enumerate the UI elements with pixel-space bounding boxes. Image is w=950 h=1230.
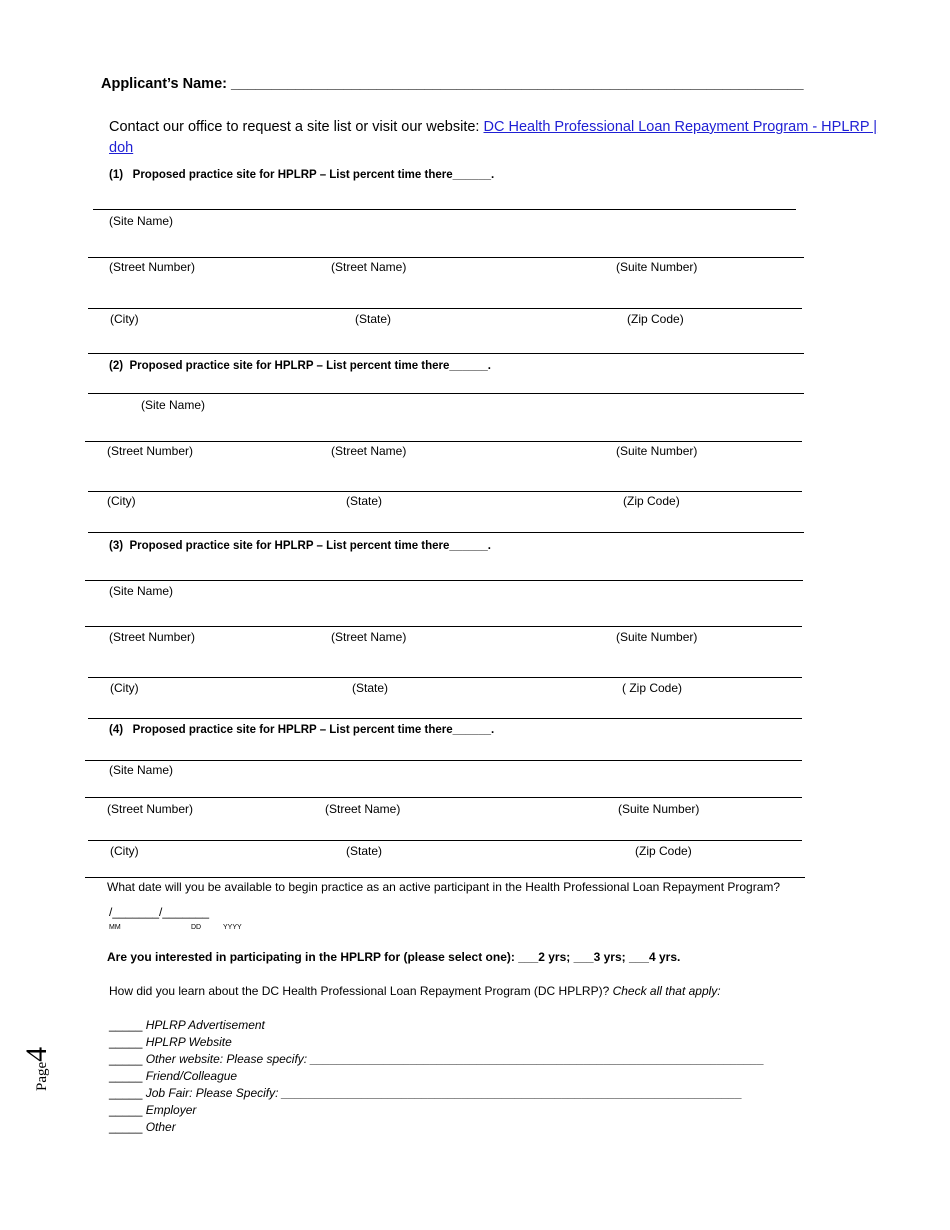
site-3-heading: [109, 540, 491, 552]
site-4-end-line: [85, 877, 805, 878]
site-1-site-name-label: (Site Name): [109, 214, 174, 228]
site-4-number: (4): [109, 724, 124, 736]
site-2-street-name-label: (Street Name): [331, 444, 407, 458]
site-2-number: (2): [109, 360, 124, 372]
site-3-street-number-label: (Street Number): [109, 630, 196, 644]
site-4-site-name-label: (Site Name): [109, 763, 174, 777]
contact-text: Contact our office to request a site list or visit our website:: [109, 119, 484, 135]
site-1-suite-number-label: (Suite Number): [616, 260, 698, 274]
option-checkbox-line[interactable]: _____: [109, 1069, 143, 1083]
availability-date-input[interactable]: /_______/_______: [109, 905, 210, 919]
site-4-name-line[interactable]: [85, 760, 802, 761]
site-3-name-line[interactable]: [85, 580, 803, 581]
date-dd-label: DD: [191, 924, 202, 931]
site-3-city-line[interactable]: [88, 677, 802, 678]
option-checkbox-line[interactable]: _____: [109, 1018, 143, 1032]
learn-option[interactable]: [109, 1052, 764, 1066]
option-checkbox-line[interactable]: _____: [109, 1052, 143, 1066]
site-4-street-name-label: (Street Name): [325, 802, 401, 816]
option-checkbox-line[interactable]: _____: [109, 1086, 143, 1100]
learn-question: [109, 984, 721, 998]
site-2-street-line[interactable]: [85, 441, 802, 442]
site-3-suite-number-label: (Suite Number): [616, 630, 698, 644]
site-2-state-label: (State): [346, 494, 383, 508]
learn-option[interactable]: [109, 1035, 232, 1049]
option-label: Friend/Colleague: [145, 1069, 238, 1083]
site-1-number: (1): [109, 169, 124, 181]
date-mm-label: MM: [109, 924, 121, 931]
site-1-street-name-label: (Street Name): [331, 260, 407, 274]
site-2-site-name-label: (Site Name): [141, 398, 206, 412]
page-number: 4: [20, 1046, 53, 1062]
site-4-state-label: (State): [346, 844, 383, 858]
site-4-heading-text: Proposed practice site for HPLRP – List percent time there______.: [132, 724, 495, 736]
site-3-street-name-label: (Street Name): [331, 630, 407, 644]
site-3-zip-label: ( Zip Code): [622, 681, 683, 695]
site-3-city-label: (City): [110, 681, 139, 695]
availability-question: What date will you be available to begin practice as an active participant in the Health Professional Loan Repayment Program?: [107, 880, 781, 894]
site-1-city-line[interactable]: [88, 308, 802, 309]
site-3-site-name-label: (Site Name): [109, 584, 174, 598]
option-label: Other website: Please specify: ____________________________________________________________________: [145, 1052, 765, 1066]
site-4-city-line[interactable]: [88, 840, 802, 841]
learn-option[interactable]: [109, 1018, 265, 1032]
site-4-suite-number-label: (Suite Number): [618, 802, 700, 816]
site-4-street-line[interactable]: [85, 797, 802, 798]
site-2-heading: [109, 360, 491, 372]
site-1-street-line[interactable]: [88, 257, 804, 258]
site-2-zip-label: (Zip Code): [623, 494, 680, 508]
site-2-heading-text: Proposed practice site for HPLRP – List percent time there______.: [129, 360, 491, 372]
option-label: Other: [145, 1120, 176, 1134]
learn-option[interactable]: [109, 1120, 176, 1134]
learn-option[interactable]: [109, 1103, 196, 1117]
site-1-end-line: [88, 353, 804, 354]
page-number-label: [20, 1035, 60, 1095]
contact-paragraph: [109, 117, 889, 159]
site-1-heading-text: Proposed practice site for HPLRP – List percent time there______.: [132, 169, 495, 181]
option-label: HPLRP Advertisement: [145, 1018, 265, 1032]
option-checkbox-line[interactable]: _____: [109, 1120, 143, 1134]
site-1-name-line[interactable]: [93, 209, 796, 210]
option-checkbox-line[interactable]: _____: [109, 1035, 143, 1049]
site-3-street-line[interactable]: [85, 626, 802, 627]
site-4-street-number-label: (Street Number): [107, 802, 194, 816]
learn-question-instruction: Check all that apply:: [612, 984, 721, 998]
site-1-state-label: (State): [355, 312, 392, 326]
site-4-heading: [109, 724, 494, 736]
option-label: HPLRP Website: [145, 1035, 232, 1049]
option-label: Job Fair: Please Specify: _____________________________________________________________________: [145, 1086, 743, 1100]
site-1-zip-label: (Zip Code): [627, 312, 684, 326]
site-2-city-label: (City): [107, 494, 136, 508]
site-2-street-number-label: (Street Number): [107, 444, 194, 458]
site-3-number: (3): [109, 540, 124, 552]
site-1-heading: [109, 169, 494, 181]
site-3-end-line: [88, 718, 802, 719]
date-yyyy-label: YYYY: [223, 924, 242, 931]
learn-option[interactable]: [109, 1086, 742, 1100]
page-word: Page: [34, 1061, 50, 1091]
site-3-state-label: (State): [352, 681, 389, 695]
site-2-suite-number-label: (Suite Number): [616, 444, 698, 458]
site-2-name-line[interactable]: [88, 393, 804, 394]
option-checkbox-line[interactable]: _____: [109, 1103, 143, 1117]
applicant-name-label: Applicant’s Name: _______________________________________________________________________: [101, 76, 804, 92]
site-1-city-label: (City): [110, 312, 139, 326]
option-label: Employer: [145, 1103, 197, 1117]
site-4-city-label: (City): [110, 844, 139, 858]
site-4-zip-label: (Zip Code): [635, 844, 692, 858]
learn-option[interactable]: [109, 1069, 237, 1083]
site-1-street-number-label: (Street Number): [109, 260, 196, 274]
site-2-city-line[interactable]: [88, 491, 802, 492]
interest-question[interactable]: Are you interested in participating in the HPLRP for (please select one): ___2 yrs; ___3 yrs; ___4 yrs.: [107, 950, 681, 964]
site-3-heading-text: Proposed practice site for HPLRP – List percent time there______.: [129, 540, 491, 552]
site-2-end-line: [88, 532, 804, 533]
learn-question-text: How did you learn about the DC Health Professional Loan Repayment Program (DC HPLRP)?: [109, 984, 613, 998]
website-link[interactable]: DC Health Professional Loan Repayment Program - HPLRP | doh: [109, 119, 878, 156]
